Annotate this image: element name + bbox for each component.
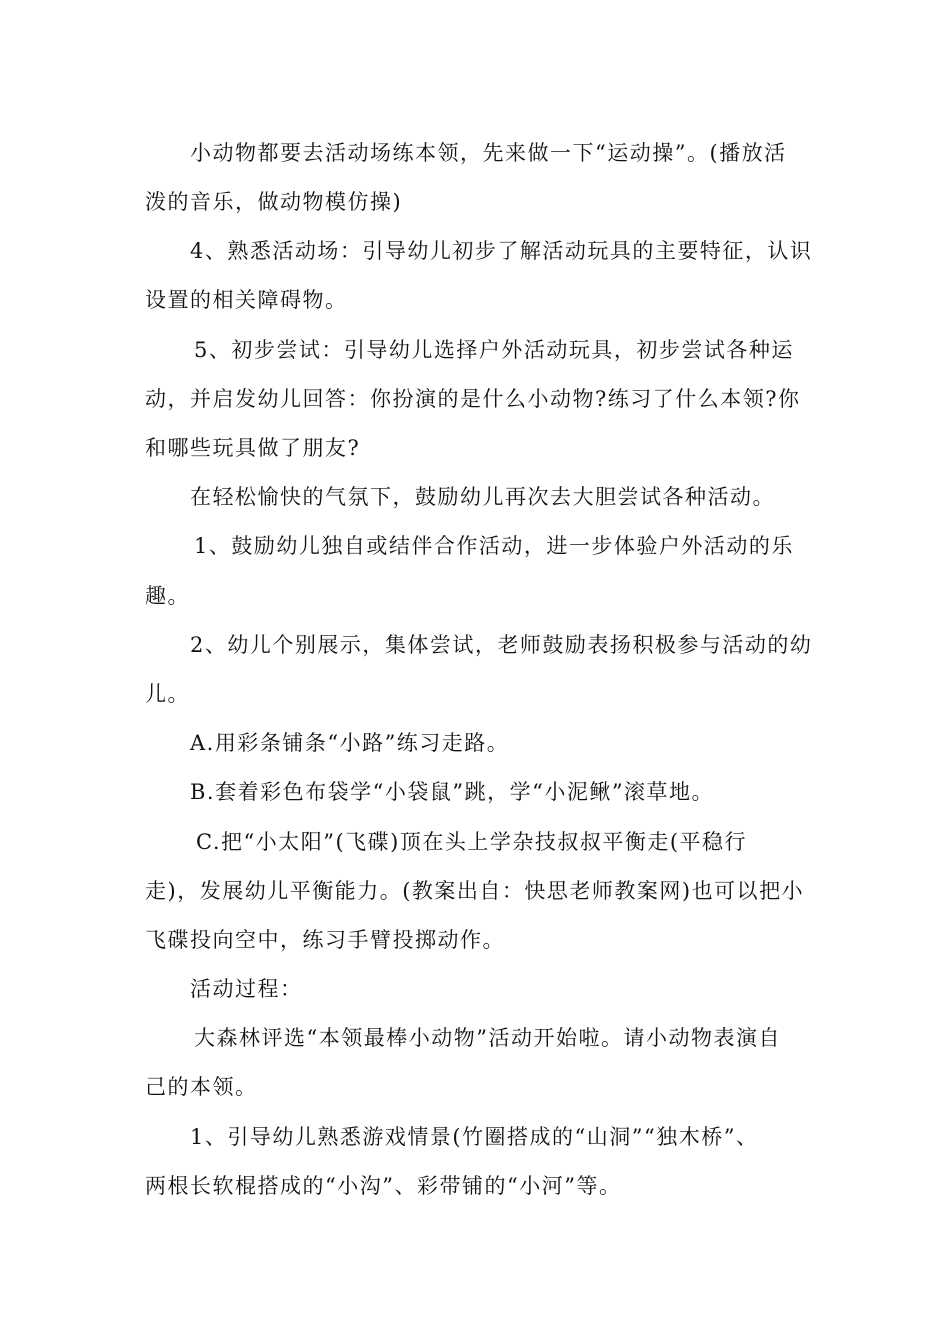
text-line: 动，并启发幼儿回答：你扮演的是什么小动物?练习了什么本领?你 [145, 387, 801, 411]
text-line: 两根长软棍搭成的“小沟”、彩带铺的“小河”等。 [145, 1174, 622, 1198]
text-line: 大森林评选“本领最棒小动物”活动开始啦。请小动物表演自 [194, 1026, 781, 1050]
text-line: 5、初步尝试：引导幼儿选择户外活动玩具，初步尝试各种运 [194, 338, 794, 362]
text-line: 小动物都要去活动场练本领，先来做一下“运动操”。(播放活 [190, 141, 787, 165]
text-line: 儿。 [145, 682, 190, 706]
text-line: 在轻松愉快的气氛下，鼓励幼儿再次去大胆尝试各种活动。 [190, 485, 775, 509]
text-line: 趣。 [145, 584, 190, 608]
text-line: 1、引导幼儿熟悉游戏情景(竹圈搭成的“山洞”“独木桥”、 [190, 1125, 759, 1149]
text-line: 1、鼓励幼儿独自或结伴合作活动，进一步体验户外活动的乐 [194, 534, 794, 558]
text-line: 设置的相关障碍物。 [145, 288, 348, 312]
text-line: C.把“小太阳”(飞碟)顶在头上学杂技叔叔平衡走(平稳行 [196, 830, 748, 854]
text-line: 泼的音乐，做动物模仿操) [145, 190, 403, 214]
text-line: 己的本领。 [145, 1075, 258, 1099]
text-line: 2、幼儿个别展示，集体尝试，老师鼓励表扬积极参与活动的幼 [190, 633, 813, 657]
text-line: 活动过程： [190, 977, 303, 1001]
text-line: 飞碟投向空中，练习手臂投掷动作。 [145, 928, 505, 952]
text-line: A.用彩条铺条“小路”练习走路。 [190, 731, 510, 755]
text-line: 4、熟悉活动场：引导幼儿初步了解活动玩具的主要特征，认识 [190, 239, 813, 263]
text-line: 走)，发展幼儿平衡能力。(教案出自：快思老师教案网)也可以把小 [145, 879, 805, 903]
text-line: 和哪些玩具做了朋友? [145, 436, 361, 460]
text-line: B.套着彩色布袋学“小袋鼠”跳，学“小泥鳅”滚草地。 [190, 780, 715, 804]
